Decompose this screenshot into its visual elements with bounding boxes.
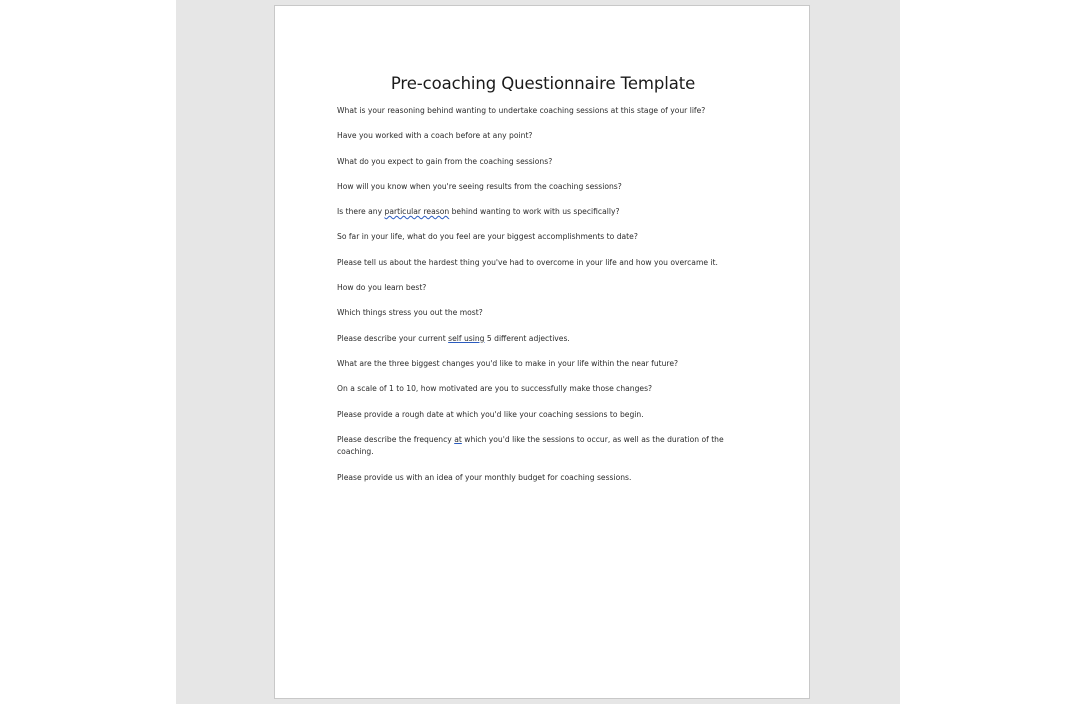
question-item: How do you learn best? (337, 283, 427, 293)
document-title: Pre-coaching Questionnaire Template (390, 74, 696, 93)
question-item: Please provide us with an idea of your monthly budget for coaching sessions. (337, 472, 632, 482)
questions-list (337, 105, 747, 497)
question-item: Which things stress you out the most? (337, 308, 483, 318)
question-item: Please provide a rough date at which you'd like your coaching sessions to begin. (337, 409, 644, 419)
question-item: Is there any particular reason behind wanting to work with us specifically? (337, 207, 620, 217)
grammar-flagged-text[interactable]: at (454, 434, 462, 444)
question-item: Please describe your current self using 5 different adjectives. (337, 333, 570, 343)
question-item: What do you expect to gain from the coaching sessions? (337, 156, 553, 166)
grammar-flagged-text[interactable]: self using (448, 333, 485, 343)
grammar-flagged-text[interactable]: particular reason (384, 207, 450, 217)
question-item: How will you know when you're seeing results from the coaching sessions? (337, 181, 622, 191)
question-item: Please tell us about the hardest thing you've had to overcome in your life and how you overcame it. (337, 257, 718, 267)
document-page (274, 5, 810, 699)
question-item: Please describe the frequency at which you'd like the sessions to occur, as well as the duration of the coaching. (337, 434, 724, 457)
question-item: What are the three biggest changes you'd like to make in your life within the near future? (337, 358, 679, 368)
question-item: On a scale of 1 to 10, how motivated are you to successfully make those changes? (337, 384, 653, 394)
question-item: Have you worked with a coach before at any point? (337, 131, 533, 141)
question-item: What is your reasoning behind wanting to undertake coaching sessions at this stage of your life? (337, 106, 706, 115)
question-item: So far in your life, what do you feel are your biggest accomplishments to date? (337, 232, 638, 242)
